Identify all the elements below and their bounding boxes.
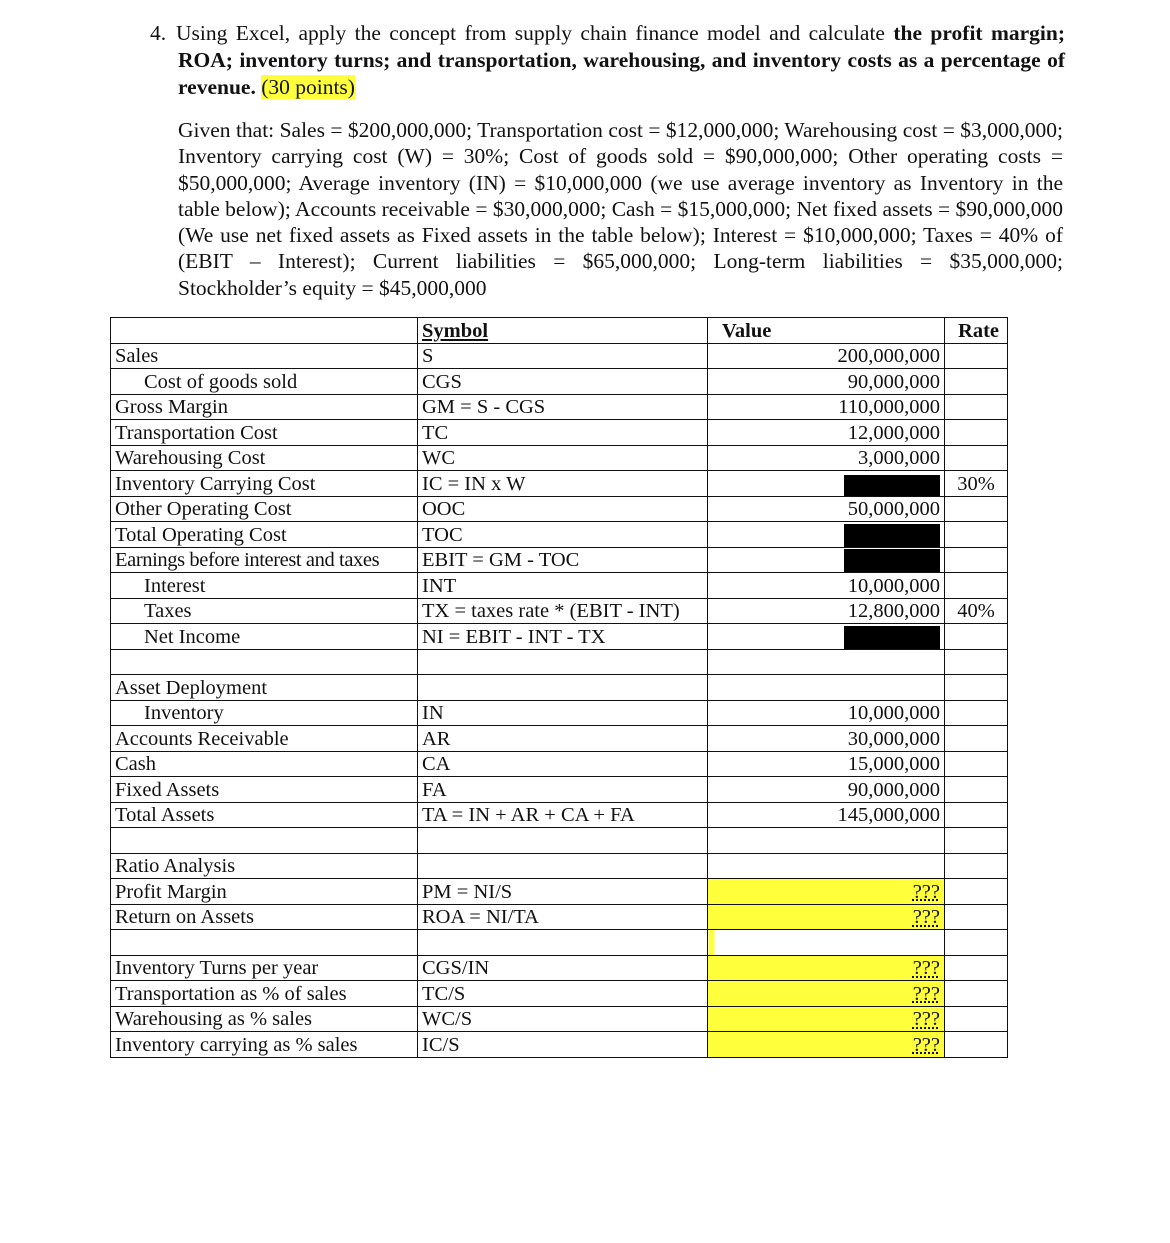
row-value: 12,000,000 — [708, 420, 945, 446]
answer-placeholder: ??? — [912, 982, 940, 1005]
row-label: Warehousing Cost — [111, 445, 418, 471]
finance-model-table — [110, 317, 1008, 1058]
row-symbol: INT — [418, 573, 708, 599]
row-label: Transportation Cost — [111, 420, 418, 446]
blank-row — [111, 828, 1008, 854]
section-title: Asset Deployment — [111, 675, 418, 701]
row-symbol: TC/S — [418, 981, 708, 1007]
answer-placeholder: ??? — [912, 1033, 940, 1056]
row-label: Inventory — [111, 700, 418, 726]
row-label: Inventory Carrying Cost — [111, 471, 418, 497]
answer-cell[interactable] — [708, 981, 945, 1007]
table-row — [111, 394, 1008, 420]
row-label: Warehousing as % sales — [111, 1006, 418, 1032]
row-symbol: CA — [418, 751, 708, 777]
row-value: 10,000,000 — [708, 573, 945, 599]
table-row — [111, 471, 1008, 497]
given-data-paragraph: Given that: Sales = $200,000,000; Transportation cost = $12,000,000; Warehousing cost = $3,000,000; Inventory carrying cost (W) = 30%; Cost of goods sold = $90,000,000; Other operating costs = $50,000,000; Average inventory (IN) = $10,000,000 (we use average inventory as Inventory in the table below); Accounts receivable = $30,000,000; Cash = $15,000,000; Net fixed assets = $90,000,000 (We use net fixed assets as Fixed assets in the table below); Interest = $10,000,000; Taxes = 40% of (EBIT – Interest); Current liabilities = $65,000,000; Long-term liabilities = $35,000,000; Stockholder’s equity = $45,000,000 — [178, 118, 1063, 300]
row-symbol: IC/S — [418, 1032, 708, 1058]
answer-placeholder: ??? — [912, 957, 940, 979]
table-row — [111, 904, 1008, 930]
row-symbol: FA — [418, 777, 708, 803]
table-row — [111, 802, 1008, 828]
question-prompt — [150, 20, 1065, 101]
row-value: 200,000,000 — [708, 343, 945, 369]
table-row — [111, 522, 1008, 548]
row-label: Profit Margin — [111, 879, 418, 905]
redacted-value-cell — [708, 471, 945, 497]
header-rate: Rate — [945, 318, 1008, 344]
question-bold-1: the profit margin; — [893, 21, 1066, 45]
row-label: Inventory carrying as % sales — [111, 1032, 418, 1058]
row-value: 110,000,000 — [708, 394, 945, 420]
answer-cell[interactable] — [708, 955, 945, 981]
answer-cell[interactable] — [708, 1032, 945, 1058]
header-symbol: Symbol — [418, 318, 708, 344]
row-label: Gross Margin — [111, 394, 418, 420]
table-row — [111, 369, 1008, 395]
table-row — [111, 496, 1008, 522]
row-label: Total Assets — [111, 802, 418, 828]
question-intro: Using Excel, apply the concept from supply chain finance model and calculate — [176, 21, 885, 45]
table-row — [111, 955, 1008, 981]
row-symbol: WC/S — [418, 1006, 708, 1032]
row-label: Interest — [111, 573, 418, 599]
row-label: Cost of goods sold — [111, 369, 418, 395]
row-label: Return on Assets — [111, 904, 418, 930]
row-symbol: EBIT = GM - TOC — [418, 547, 708, 573]
redacted-value-cell — [708, 624, 945, 650]
row-symbol: CGS — [418, 369, 708, 395]
table-row — [111, 879, 1008, 905]
question-points: (30 points) — [261, 75, 355, 99]
row-value: 10,000,000 — [708, 700, 945, 726]
header-value: Value — [708, 318, 945, 344]
row-label: Net Income — [111, 624, 418, 650]
row-label: Fixed Assets — [111, 777, 418, 803]
redaction-box — [844, 475, 940, 496]
row-value: 30,000,000 — [708, 726, 945, 752]
row-symbol: TA = IN + AR + CA + FA — [418, 802, 708, 828]
section-header-row — [111, 675, 1008, 701]
answer-cell[interactable] — [708, 1006, 945, 1032]
blank-row — [111, 930, 1008, 956]
row-value: 90,000,000 — [708, 369, 945, 395]
row-rate: 40% — [945, 598, 1008, 624]
row-symbol: WC — [418, 445, 708, 471]
answer-cell[interactable] — [708, 879, 945, 905]
row-symbol: TX = taxes rate * (EBIT - INT) — [418, 598, 708, 624]
table-row — [111, 343, 1008, 369]
row-label: Earnings before interest and taxes — [111, 547, 418, 573]
answer-placeholder: ??? — [912, 906, 940, 928]
table-row — [111, 624, 1008, 650]
redaction-box — [844, 549, 940, 572]
answer-cell[interactable] — [708, 904, 945, 930]
row-symbol: NI = EBIT - INT - TX — [418, 624, 708, 650]
row-label: Other Operating Cost — [111, 496, 418, 522]
row-label: Inventory Turns per year — [111, 955, 418, 981]
table-row — [111, 573, 1008, 599]
row-symbol: S — [418, 343, 708, 369]
row-symbol: IN — [418, 700, 708, 726]
row-label: Cash — [111, 751, 418, 777]
redaction-box — [844, 626, 940, 649]
row-rate: 30% — [945, 471, 1008, 497]
row-value: 3,000,000 — [708, 445, 945, 471]
row-symbol: OOC — [418, 496, 708, 522]
row-symbol: PM = NI/S — [418, 879, 708, 905]
redaction-box — [844, 524, 940, 547]
question-bold-2: ROA; inventory turns; and transportation, warehousing, and inventory costs as a percentage of revenue. — [178, 48, 1065, 99]
row-label: Transportation as % of sales — [111, 981, 418, 1007]
row-value: 90,000,000 — [708, 777, 945, 803]
row-symbol: CGS/IN — [418, 955, 708, 981]
row-label: Sales — [111, 343, 418, 369]
table-row — [111, 1032, 1008, 1058]
redacted-value-cell — [708, 547, 945, 573]
row-symbol: GM = S - CGS — [418, 394, 708, 420]
row-label: Total Operating Cost — [111, 522, 418, 548]
row-value: 15,000,000 — [708, 751, 945, 777]
section-header-row — [111, 853, 1008, 879]
row-value: 145,000,000 — [708, 802, 945, 828]
row-symbol: TC — [418, 420, 708, 446]
redacted-value-cell — [708, 522, 945, 548]
row-symbol: IC = IN x W — [418, 471, 708, 497]
table-row — [111, 598, 1008, 624]
row-symbol: ROA = NI/TA — [418, 904, 708, 930]
table-row — [111, 1006, 1008, 1032]
row-value: 50,000,000 — [708, 496, 945, 522]
answer-placeholder: ??? — [912, 880, 940, 903]
blank-row — [111, 649, 1008, 675]
table-row — [111, 700, 1008, 726]
table-row — [111, 445, 1008, 471]
header-row — [111, 318, 1008, 344]
table-row — [111, 726, 1008, 752]
row-symbol: TOC — [418, 522, 708, 548]
section-title: Ratio Analysis — [111, 853, 418, 879]
table-row — [111, 547, 1008, 573]
table-row — [111, 981, 1008, 1007]
question-number: 4. — [150, 21, 167, 45]
row-label: Accounts Receivable — [111, 726, 418, 752]
table-row — [111, 420, 1008, 446]
row-value: 12,800,000 — [708, 598, 945, 624]
table-row — [111, 777, 1008, 803]
table-row — [111, 751, 1008, 777]
row-label: Taxes — [111, 598, 418, 624]
answer-placeholder: ??? — [912, 1008, 940, 1030]
row-symbol: AR — [418, 726, 708, 752]
